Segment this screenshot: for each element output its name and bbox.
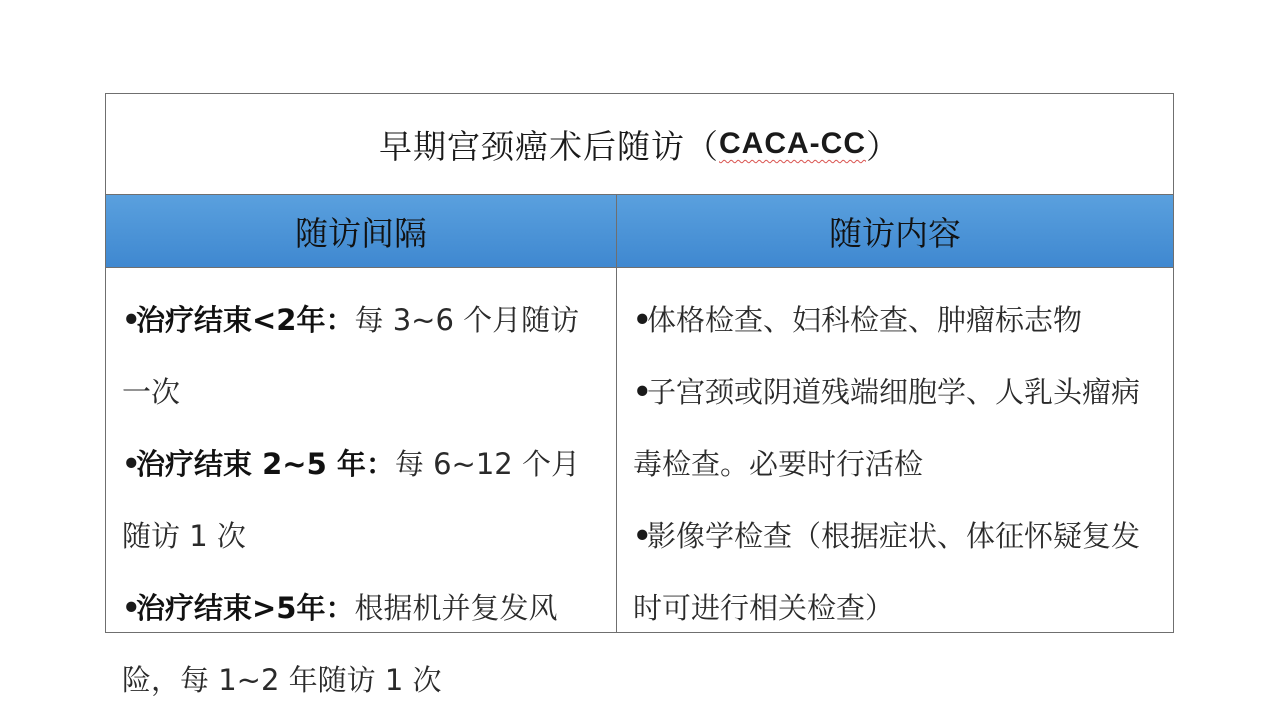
table-title-abbr: CACA-CC <box>719 127 866 160</box>
interval-label: 治疗结束 2~5 年： <box>136 447 395 481</box>
table-header-row <box>106 195 1173 268</box>
bullet: • <box>633 303 652 337</box>
content-text: 体格检查、妇科检查、肿瘤标志物 <box>647 303 1083 337</box>
table-body-row <box>106 268 1173 697</box>
table-title-close: ） <box>865 126 900 166</box>
interval-label: 治疗结束<2年： <box>136 303 355 337</box>
interval-item <box>122 428 608 572</box>
content-item <box>633 284 1167 356</box>
table-title <box>106 94 1173 195</box>
content-item <box>633 356 1167 500</box>
follow-up-table <box>105 93 1174 697</box>
interval-column <box>106 268 617 697</box>
bullet: • <box>633 375 652 409</box>
interval-item <box>122 572 608 716</box>
table-title-text: 早期宫颈癌术后随访（ <box>379 126 719 166</box>
content-item <box>633 500 1167 644</box>
bullet: • <box>122 303 141 337</box>
content-text: 影像学检查（根据症状、体征怀疑复发时可进行相关检查） <box>633 519 1141 625</box>
header-interval: 随访间隔 <box>106 195 617 267</box>
interval-label: 治疗结束>5年： <box>136 591 355 625</box>
content-column <box>617 268 1173 632</box>
interval-text: 每 3~6 个月随访一次 <box>122 303 580 409</box>
bullet: • <box>122 447 141 481</box>
header-content: 随访内容 <box>829 213 961 253</box>
interval-item <box>122 284 608 428</box>
bullet: • <box>122 591 141 625</box>
interval-text: 根据机并复发风险，每 1~2 年随访 1 次 <box>122 591 558 697</box>
interval-text: 每 6~12 个月随访 1 次 <box>122 447 580 553</box>
bullet: • <box>633 519 652 553</box>
content-text: 子宫颈或阴道残端细胞学、人乳头瘤病毒检查。必要时行活检 <box>633 375 1141 481</box>
